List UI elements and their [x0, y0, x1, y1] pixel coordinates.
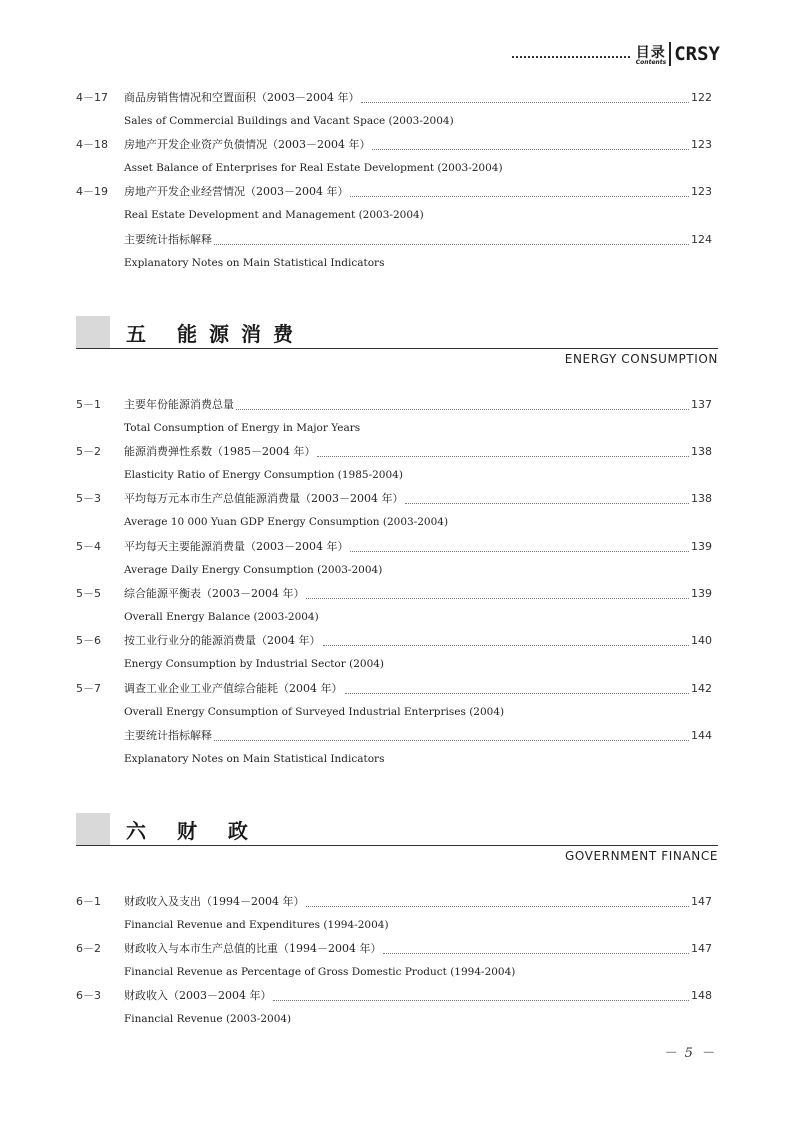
entry-english-title: Sales of Commercial Buildings and Vacant Space (2003-2004) [124, 115, 454, 127]
dot-leader [372, 149, 689, 150]
entry-title[interactable]: 调查工业企业工业产值综合能耗（2004 年） [124, 682, 343, 695]
entry-page[interactable]: 142 [691, 682, 712, 695]
entry-english-title: Explanatory Notes on Main Statistical Indicators [124, 753, 385, 765]
entry-page[interactable]: 138 [691, 445, 712, 458]
dot-leader [345, 693, 690, 694]
entry-english-title: Financial Revenue as Percentage of Gross Domestic Product (1994-2004) [124, 966, 516, 978]
contents-mark-cn: 目录 [635, 45, 666, 61]
entry-english-title: Energy Consumption by Industrial Sector (2004) [124, 658, 385, 670]
entry-page[interactable]: 139 [691, 587, 712, 600]
toc-entry-5-7[interactable] [76, 681, 712, 720]
toc-entry-6-2[interactable] [76, 941, 712, 980]
page-number: － 5 － [663, 1046, 716, 1061]
contents-mark [636, 46, 666, 66]
entry-title[interactable]: 按工业行业分的能源消费量（2004 年） [124, 634, 321, 647]
entry-page[interactable]: 140 [691, 634, 712, 647]
entry-english-title: Financial Revenue (2003-2004) [124, 1013, 292, 1025]
entry-number: 5－2 [76, 445, 101, 458]
entry-english-title: Financial Revenue and Expenditures (1994-2004) [124, 919, 389, 931]
toc-entry-5-4[interactable] [76, 539, 712, 578]
toc-entry-4-18[interactable] [76, 137, 712, 176]
entry-number: 4－18 [76, 138, 108, 151]
section-marker-box [76, 316, 110, 348]
toc-entry-5-6[interactable] [76, 633, 712, 672]
dot-leader [405, 503, 689, 504]
toc-entry-4-17[interactable] [76, 90, 712, 129]
toc-entry-5-notes[interactable] [76, 728, 712, 767]
entry-number: 4－17 [76, 91, 108, 104]
entry-english-title: Elasticity Ratio of Energy Consumption (1985-2004) [124, 469, 403, 481]
entry-number: 6－1 [76, 895, 101, 908]
section-rule [76, 348, 718, 349]
entry-english-title: Real Estate Development and Management (2003-2004) [124, 209, 424, 221]
entry-number: 5－1 [76, 398, 101, 411]
toc-entry-5-1[interactable] [76, 397, 712, 436]
entry-number: 5－7 [76, 682, 101, 695]
entry-page[interactable]: 138 [691, 492, 712, 505]
entry-number: 4－19 [76, 185, 108, 198]
toc-entry-4-notes[interactable] [76, 232, 712, 271]
toc-entry-6-1[interactable] [76, 894, 712, 933]
entry-english-title: Total Consumption of Energy in Major Years [124, 422, 361, 434]
dot-leader [350, 551, 689, 552]
entry-title[interactable]: 能源消费弹性系数（1985－2004 年） [124, 445, 316, 458]
dot-leader [317, 456, 689, 457]
entry-number: 5－5 [76, 587, 101, 600]
dot-leader [350, 196, 689, 197]
dot-leader [306, 906, 689, 907]
entry-title[interactable]: 主要统计指标解释 [124, 233, 212, 246]
entry-number: 6－3 [76, 989, 101, 1002]
entry-title[interactable]: 商品房销售情况和空置面积（2003－2004 年） [124, 91, 360, 104]
entry-page[interactable]: 139 [691, 540, 712, 553]
section-english-title: ENERGY CONSUMPTION [564, 352, 718, 366]
header-divider [669, 42, 671, 66]
entry-page[interactable]: 137 [691, 398, 712, 411]
entry-title[interactable]: 平均每万元本市生产总值能源消费量（2003－2004 年） [124, 492, 404, 505]
section-rule [76, 845, 718, 846]
section-title: 六 财 政 [126, 819, 260, 843]
entry-page[interactable]: 122 [691, 91, 712, 104]
dot-leader [323, 645, 690, 646]
entry-number: 5－3 [76, 492, 101, 505]
toc-entry-5-3[interactable] [76, 491, 712, 530]
dot-leader [214, 244, 689, 245]
entry-number: 5－6 [76, 634, 101, 647]
entry-title[interactable]: 主要年份能源消费总量 [124, 398, 234, 411]
section-marker-box [76, 813, 110, 845]
section-title: 五 能源消费 [126, 322, 305, 346]
entry-page[interactable]: 124 [691, 233, 712, 246]
dot-leader [236, 409, 689, 410]
toc-entry-5-5[interactable] [76, 586, 712, 625]
page-header [512, 40, 720, 66]
contents-mark-en: Contents [635, 59, 667, 66]
entry-title[interactable]: 房地产开发企业经营情况（2003－2004 年） [124, 185, 349, 198]
entry-page[interactable]: 147 [691, 942, 712, 955]
entry-number: 5－4 [76, 540, 101, 553]
dot-leader [273, 1000, 689, 1001]
entry-english-title: Overall Energy Balance (2003-2004) [124, 611, 319, 623]
entry-english-title: Overall Energy Consumption of Surveyed Industrial Enterprises (2004) [124, 706, 505, 718]
toc-entry-6-3[interactable] [76, 988, 712, 1027]
crsy-logo: CRSY [674, 43, 720, 65]
entry-title[interactable]: 房地产开发企业资产负债情况（2003－2004 年） [124, 138, 371, 151]
entry-page[interactable]: 123 [691, 138, 712, 151]
entry-title[interactable]: 主要统计指标解释 [124, 729, 212, 742]
entry-title[interactable]: 财政收入与本市生产总值的比重（1994－2004 年） [124, 942, 382, 955]
entry-english-title: Asset Balance of Enterprises for Real Estate Development (2003-2004) [124, 162, 503, 174]
entry-title[interactable]: 平均每天主要能源消费量（2003－2004 年） [124, 540, 349, 553]
entry-title[interactable]: 综合能源平衡表（2003－2004 年） [124, 587, 305, 600]
dot-leader [383, 953, 689, 954]
section-english-title: GOVERNMENT FINANCE [564, 849, 718, 863]
header-dotted-rule [512, 56, 630, 58]
entry-title[interactable]: 财政收入（2003－2004 年） [124, 989, 272, 1002]
entry-page[interactable]: 147 [691, 895, 712, 908]
entry-title[interactable]: 财政收入及支出（1994－2004 年） [124, 895, 305, 908]
entry-english-title: Average 10 000 Yuan GDP Energy Consumption (2003-2004) [124, 516, 449, 528]
entry-number: 6－2 [76, 942, 101, 955]
toc-entry-4-19[interactable] [76, 184, 712, 223]
toc-entry-5-2[interactable] [76, 444, 712, 483]
entry-page[interactable]: 123 [691, 185, 712, 198]
entry-page[interactable]: 144 [691, 729, 712, 742]
dot-leader [306, 598, 689, 599]
entry-english-title: Average Daily Energy Consumption (2003-2004) [124, 564, 383, 576]
entry-english-title: Explanatory Notes on Main Statistical Indicators [124, 257, 385, 269]
entry-page[interactable]: 148 [691, 989, 712, 1002]
dot-leader [361, 102, 689, 103]
dot-leader [214, 740, 689, 741]
